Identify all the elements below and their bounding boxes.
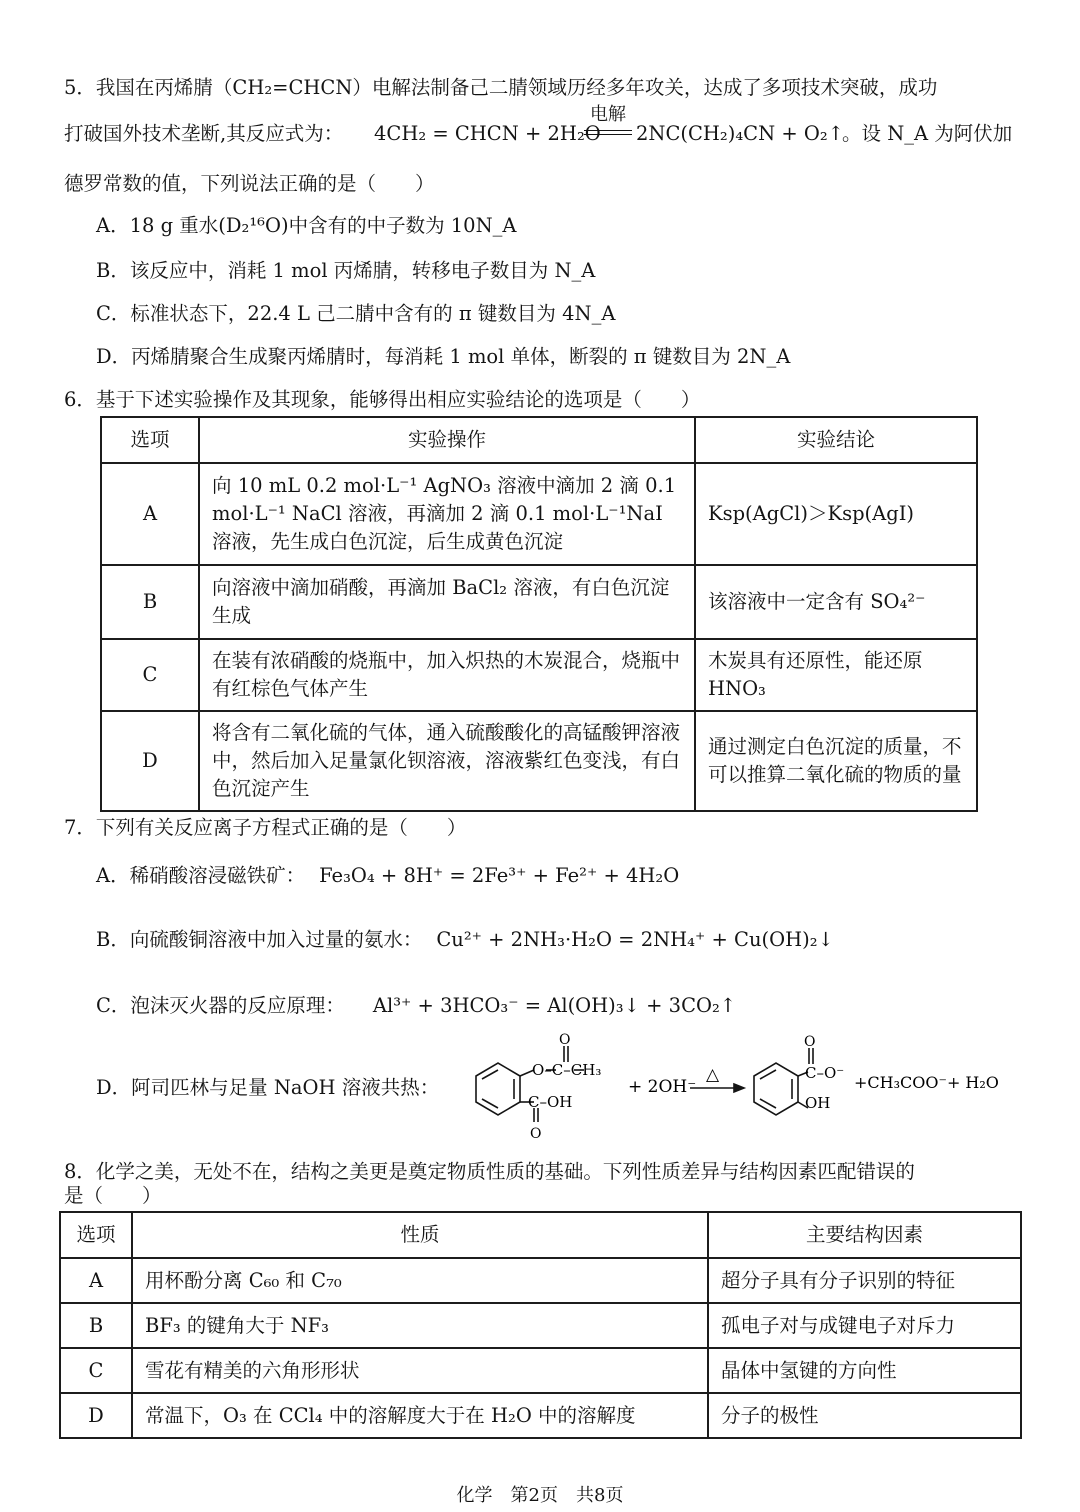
reaction-arrow-icon <box>690 1084 744 1092</box>
q6-header-row <box>101 417 977 463</box>
page-footer: 化学 第2页 共8页 <box>456 1485 624 1506</box>
product-hydroxyl-group: OH <box>805 1094 831 1112</box>
q6-row-conclusion: 木炭具有还原性，能还原 HNO₃ <box>695 639 977 711</box>
q8-row-option: D <box>60 1393 132 1438</box>
q5-equation-left: 4CH₂ = CHCN + 2H₂O <box>374 122 601 145</box>
q7-option-c <box>96 994 736 1018</box>
q8-header-row <box>60 1212 1021 1258</box>
heat-condition-icon: △ <box>706 1065 720 1085</box>
q6-row-c <box>101 639 977 711</box>
q6-table <box>100 416 978 812</box>
q7-option-label: A．稀硝酸溶浸磁铁矿： <box>96 864 306 887</box>
q5-option-b: B．该反应中，消耗 1 mol 丙烯腈，转移电子数目为 N_A <box>96 259 596 282</box>
q5-line3: 德罗常数的值，下列说法正确的是（ ） <box>64 172 435 195</box>
q7-option-label: C．泡沫灭火器的反应原理： <box>96 994 345 1017</box>
q6-row-option: D <box>101 711 199 811</box>
q5-option-a: A．18 g 重水(D₂¹⁶O)中含有的中子数为 10N_A <box>96 214 517 237</box>
q7-option-equation: Fe₃O₄ + 8H⁺ = 2Fe³⁺ + Fe²⁺ + 4H₂O <box>319 864 680 887</box>
q7-option-label: B．向硫酸铜溶液中加入过量的氨水： <box>96 928 423 951</box>
q6-row-operation: 将含有二氧化硫的气体，通入硫酸酸化的高锰酸钾溶液中，然后加入足量氯化钡溶液，溶液紫红色变浅，有白色沉淀产生 <box>199 711 695 811</box>
q5-option-d: D．丙烯腈聚合生成聚丙烯腈时，每消耗 1 mol 单体，断裂的 π 键数目为 2N_A <box>96 345 791 368</box>
q6-header-operation: 实验操作 <box>199 417 695 463</box>
reaction-byproducts: +CH₃COO⁻+ H₂O <box>854 1073 999 1092</box>
product-carboxylate-group: C–O⁻ <box>805 1064 845 1082</box>
q6-header-option: 选项 <box>101 417 199 463</box>
q6-row-operation: 向 10 mL 0.2 mol·L⁻¹ AgNO₃ 溶液中滴加 2 滴 0.1 mol·L⁻¹ NaCl 溶液，再滴加 2 滴 0.1 mol·L⁻¹NaI 溶液，先生成白色沉淀，后生成黄色沉淀 <box>199 463 695 565</box>
q6-row-operation: 向溶液中滴加硝酸，再滴加 BaCl₂ 溶液，有白色沉淀生成 <box>199 565 695 639</box>
q6-row-conclusion: Ksp(AgCl)＞Ksp(AgI) <box>695 463 977 565</box>
q8-row-a <box>60 1258 1021 1303</box>
product-carbonyl-o: O <box>804 1034 816 1050</box>
q6-row-option: C <box>101 639 199 711</box>
q7-option-a <box>96 864 679 888</box>
q5-line1: 5．我国在丙烯腈（CH₂=CHCN）电解法制备己二腈领域历经多年攻关，达成了多项技术突破，成功 <box>64 76 938 99</box>
q5-line2-suffix: 。设 N_A 为阿伏加 <box>842 122 1013 145</box>
q8-row-option: C <box>60 1348 132 1393</box>
q6-row-d <box>101 711 977 811</box>
aspirin-reaction-diagram <box>462 1032 1062 1144</box>
aspirin-acid-group: C–OH <box>528 1093 573 1111</box>
q8-header-option: 选项 <box>60 1212 132 1258</box>
q8-row-property: 雪花有精美的六角形形状 <box>132 1348 708 1393</box>
q6-row-conclusion: 该溶液中一定含有 SO₄²⁻ <box>695 565 977 639</box>
q8-row-factor: 分子的极性 <box>708 1393 1021 1438</box>
q7-option-d: D．阿司匹林与足量 NaOH 溶液共热： <box>96 1076 440 1099</box>
q8-row-factor: 孤电子对与成键电子对斥力 <box>708 1303 1021 1348</box>
reaction-reagent: + 2OH⁻ <box>628 1077 697 1097</box>
q8-header-factor: 主要结构因素 <box>708 1212 1021 1258</box>
q8-row-factor: 超分子具有分子识别的特征 <box>708 1258 1021 1303</box>
q5-equation-right: 2NC(CH₂)₄CN + O₂↑ <box>636 122 845 145</box>
q8-row-b <box>60 1303 1021 1348</box>
q8-table <box>59 1211 1022 1439</box>
q8-row-property: 常温下，O₃ 在 CCl₄ 中的溶解度大于在 H₂O 中的溶解度 <box>132 1393 708 1438</box>
q6-row-b <box>101 565 977 639</box>
q5-line2-prefix: 打破国外技术垄断,其反应式为： <box>64 122 344 145</box>
q8-stem-line2: 是（ ） <box>64 1184 162 1207</box>
q8-row-factor: 晶体中氢键的方向性 <box>708 1348 1021 1393</box>
q6-row-option: B <box>101 565 199 639</box>
q6-stem: 6．基于下述实验操作及其现象，能够得出相应实验结论的选项是（ ） <box>64 388 701 411</box>
aspirin-carbonyl-o-top: O <box>559 1032 571 1048</box>
q6-row-operation: 在装有浓硝酸的烧瓶中，加入炽热的木炭混合，烧瓶中有红棕色气体产生 <box>199 639 695 711</box>
q7-option-equation: Cu²⁺ + 2NH₃·H₂O = 2NH₄⁺ + Cu(OH)₂↓ <box>436 928 834 951</box>
q8-row-d <box>60 1393 1021 1438</box>
q8-stem-line1: 8．化学之美，无处不在，结构之美更是奠定物质性质的基础。下列性质差异与结构因素匹配错误的 <box>64 1160 915 1183</box>
q8-header-property: 性质 <box>132 1212 708 1258</box>
q7-option-equation: Al³⁺ + 3HCO₃⁻ = Al(OH)₃↓ + 3CO₂↑ <box>372 994 737 1017</box>
q8-row-property: 用杯酚分离 C₆₀ 和 C₇₀ <box>132 1258 708 1303</box>
q6-header-conclusion: 实验结论 <box>695 417 977 463</box>
aspirin-ester-group: O–C–CH₃ <box>532 1061 602 1079</box>
q5-equals-sign <box>584 130 632 135</box>
q7-option-b <box>96 928 834 952</box>
q6-row-option: A <box>101 463 199 565</box>
q8-row-c <box>60 1348 1021 1393</box>
q8-row-option: B <box>60 1303 132 1348</box>
q7-stem: 7．下列有关反应离子方程式正确的是（ ） <box>64 816 467 839</box>
aspirin-carbonyl-o-bottom: O <box>530 1126 542 1142</box>
q8-row-option: A <box>60 1258 132 1303</box>
q6-row-conclusion: 通过测定白色沉淀的质量，不可以推算二氧化硫的物质的量 <box>695 711 977 811</box>
q5-equation-condition: 电解 <box>590 104 626 125</box>
q8-row-property: BF₃ 的键角大于 NF₃ <box>132 1303 708 1348</box>
q5-option-c: C．标准状态下，22.4 L 己二腈中含有的 π 键数目为 4N_A <box>96 302 616 325</box>
q6-row-a <box>101 463 977 565</box>
